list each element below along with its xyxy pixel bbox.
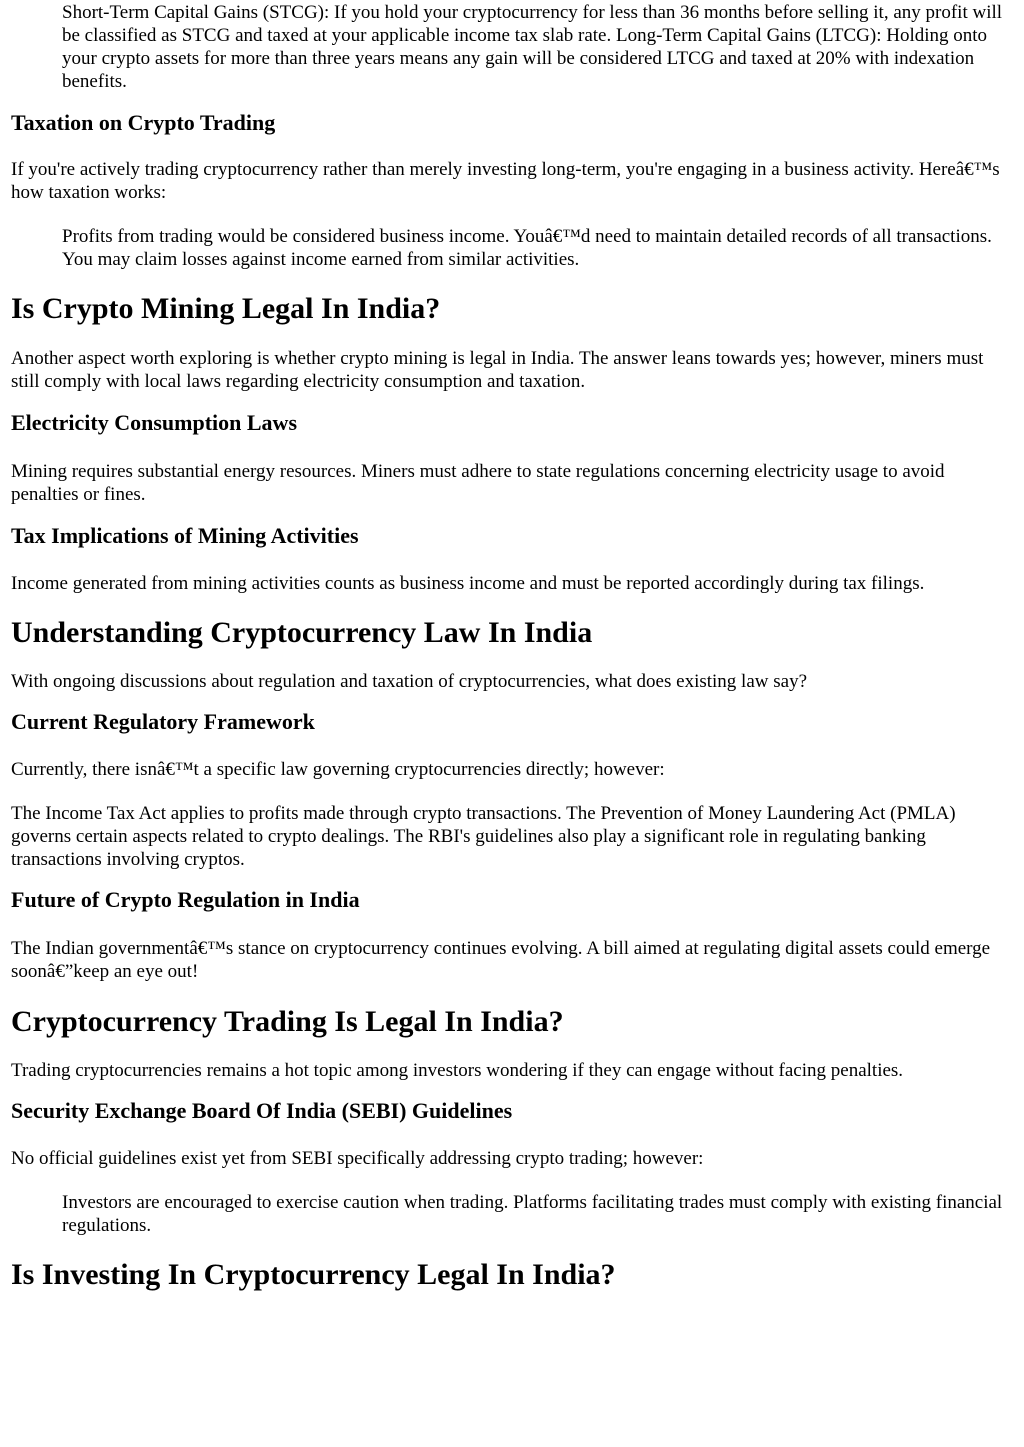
heading-tax-implications-mining: Tax Implications of Mining Activities [11, 523, 359, 548]
paragraph-mining-intro: Another aspect worth exploring is whether crypto mining is legal in India. The answer leans towards yes; however, miners must still comply with local laws regarding electricity consumption and taxation. [11, 348, 984, 392]
capital-gains-quote: Short-Term Capital Gains (STCG): If you hold your cryptocurrency for less than 36 months before selling it, any profit will be classified as STCG and taxed at your applicable income tax slab rate. Long-Term Capital Gains (LTCG): Holding onto your crypto assets for more than three years means any gain will be considered LTCG and taxed at 20% with indexation benefits. [62, 2, 1003, 92]
paragraph-electricity: Mining requires substantial energy resources. Miners must adhere to state regulations concerning electricity usage to avoid penalties or fines. [11, 461, 945, 505]
paragraph-sebi: No official guidelines exist yet from SEBI specifically addressing crypto trading; however: [11, 1148, 704, 1169]
heading-investing-legal: Is Investing In Cryptocurrency Legal In India? [11, 1258, 616, 1291]
heading-future-of-regulation: Future of Crypto Regulation in India [11, 887, 360, 912]
paragraph-tax-mining: Income generated from mining activities counts as business income and must be reported accordingly during tax filings. [11, 573, 925, 594]
paragraph-future: The Indian governmentâ€™s stance on cryptocurrency continues evolving. A bill aimed at regulating digital assets could emerge soonâ€”keep an eye out! [11, 938, 991, 982]
paragraph-trading-taxation: If you're actively trading cryptocurrency rather than merely investing long-term, you're engaging in a business activity. Hereâ€™s how taxation works: [11, 159, 1000, 203]
trading-profits-quote: Profits from trading would be considered business income. Youâ€™d need to maintain detailed records of all transactions. You may claim losses against income earned from similar activities. [62, 226, 992, 270]
paragraph-law-intro: With ongoing discussions about regulation and taxation of cryptocurrencies, what does existing law say? [11, 671, 807, 692]
heading-trading-legal: Cryptocurrency Trading Is Legal In India? [11, 1005, 564, 1038]
heading-understanding-crypto-law: Understanding Cryptocurrency Law In India [11, 616, 593, 649]
investors-caution-quote: Investors are encouraged to exercise caution when trading. Platforms facilitating trades must comply with existing financial regulations. [62, 1192, 1003, 1236]
paragraph-trading-legal: Trading cryptocurrencies remains a hot topic among investors wondering if they can engage without facing penalties. [11, 1060, 904, 1081]
paragraph-framework-laws: The Income Tax Act applies to profits made through crypto transactions. The Prevention of Money Laundering Act (PMLA) governs certain aspects related to crypto dealings. The RBI's guidelines also play a significant role in regulating banking transactions involving cryptos. [11, 803, 956, 870]
heading-crypto-mining-legal: Is Crypto Mining Legal In India? [11, 292, 441, 325]
article-body [0, 1, 1024, 1293]
heading-electricity-consumption-laws: Electricity Consumption Laws [11, 410, 297, 435]
heading-taxation-on-crypto-trading: Taxation on Crypto Trading [11, 110, 276, 135]
heading-current-regulatory-framework: Current Regulatory Framework [11, 709, 315, 734]
paragraph-framework-intro: Currently, there isnâ€™t a specific law governing cryptocurrencies directly; however: [11, 759, 665, 780]
heading-sebi-guidelines: Security Exchange Board Of India (SEBI) Guidelines [11, 1098, 513, 1123]
